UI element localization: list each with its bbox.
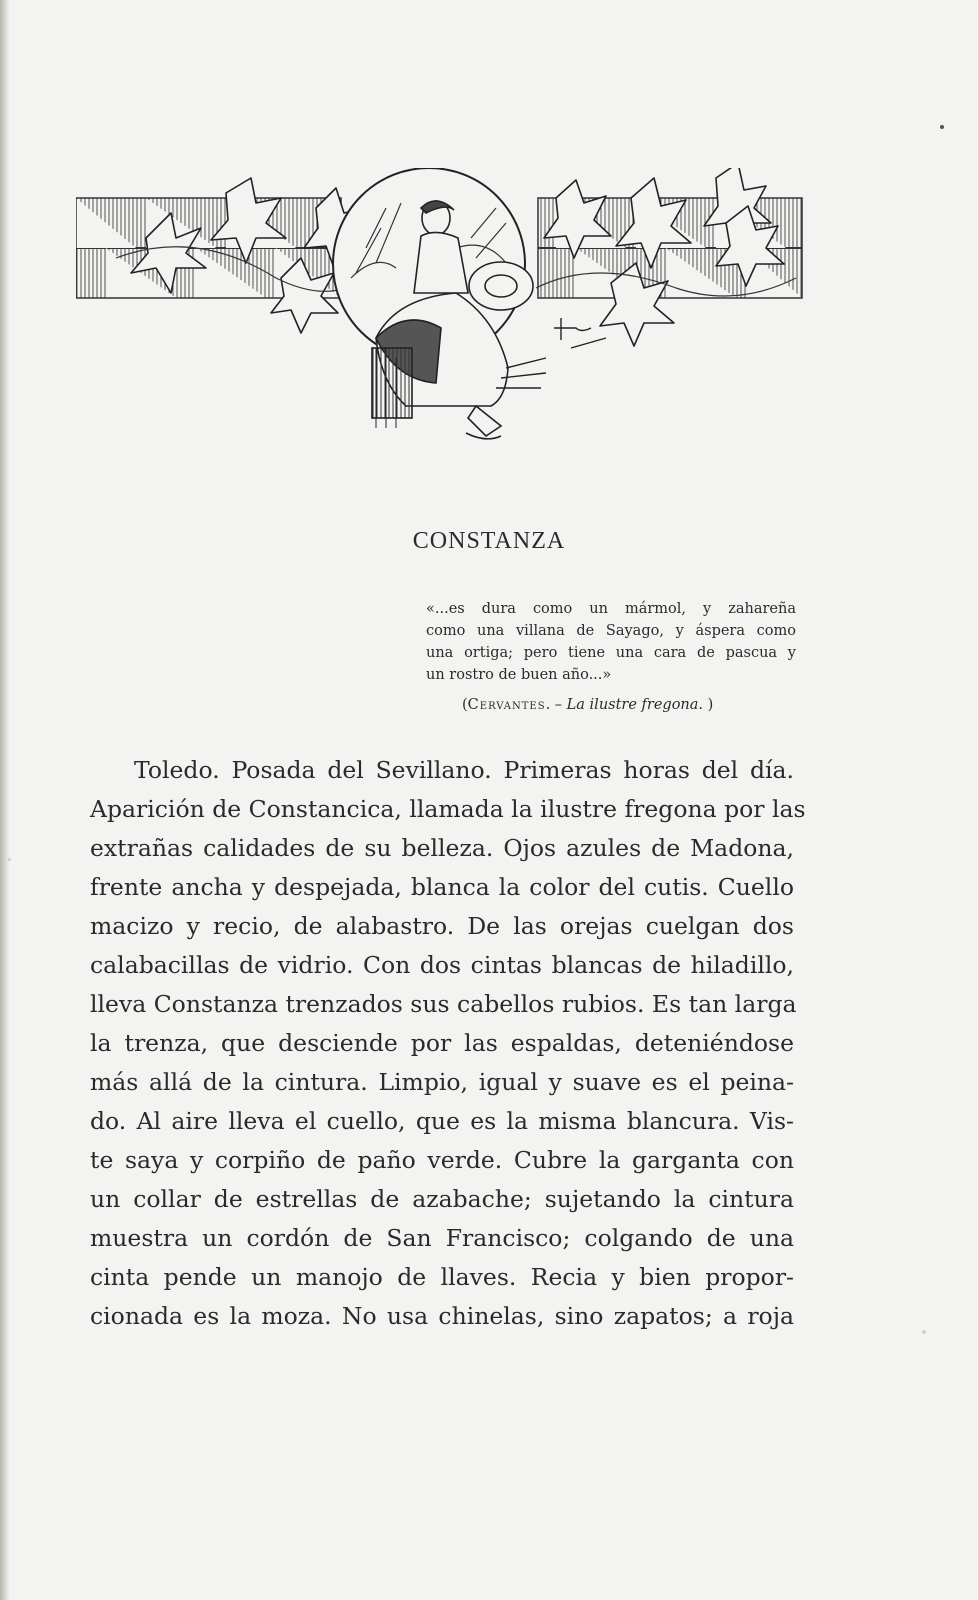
epigraph	[426, 598, 796, 686]
body-line: muestra un cordón de San Francisco; colgando de una	[90, 1224, 794, 1252]
body-line: Toledo. Posada del Sevillano. Primeras horas del día.	[134, 756, 794, 784]
paper-speck	[940, 125, 944, 129]
epigraph-line: un rostro de buen año...»	[426, 667, 612, 683]
body-line: cinta pende un manojo de llaves. Recia y bien propor-	[90, 1263, 794, 1291]
paper-speck	[922, 1330, 926, 1334]
body-line: un collar de estrellas de azabache; sujetando la cintura	[90, 1185, 794, 1213]
attribution-work: La ilustre fregona	[566, 697, 699, 713]
body-text	[90, 751, 806, 1336]
attribution-close: . )	[698, 697, 714, 713]
body-line: cionada es la moza. No usa chinelas, sino zapatos; a roja	[90, 1302, 794, 1330]
attribution-author: Cervantes	[467, 697, 546, 713]
paper-speck	[8, 858, 11, 861]
body-line: extrañas calidades de su belleza. Ojos azules de Madona,	[90, 834, 794, 862]
attribution-open: (	[462, 697, 468, 713]
body-line: lleva Constanza trenzados sus cabellos rubios. Es tan larga	[90, 990, 797, 1018]
body-line: te saya y corpiño de paño verde. Cubre la garganta con	[90, 1146, 794, 1174]
page-edge	[0, 0, 10, 1600]
epigraph-line: una ortiga; pero tiene una cara de pascua y	[426, 645, 796, 661]
epigraph-attribution	[462, 697, 713, 713]
body-line: frente ancha y despejada, blanca la color del cutis. Cuello	[90, 873, 794, 901]
body-line: macizo y recio, de alabastro. De las orejas cuelgan dos	[90, 912, 794, 940]
headpiece-illustration	[76, 168, 816, 468]
body-line: calabacillas de vidrio. Con dos cintas blancas de hiladillo,	[90, 951, 794, 979]
chapter-title: CONSTANZA	[412, 528, 566, 554]
body-line: Aparición de Constancica, llamada la ilustre fregona por las	[90, 795, 806, 823]
attribution-separator: . –	[545, 697, 567, 713]
body-line: la trenza, que desciende por las espaldas, deteniéndose	[90, 1029, 794, 1057]
body-line: más allá de la cintura. Limpio, igual y suave es el peina-	[90, 1068, 794, 1096]
epigraph-line: como una villana de Sayago, y áspera como	[426, 623, 796, 639]
body-line: do. Al aire lleva el cuello, que es la misma blancura. Vis-	[90, 1107, 794, 1135]
epigraph-line: «...es dura como un mármol, y zahareña	[426, 601, 796, 617]
